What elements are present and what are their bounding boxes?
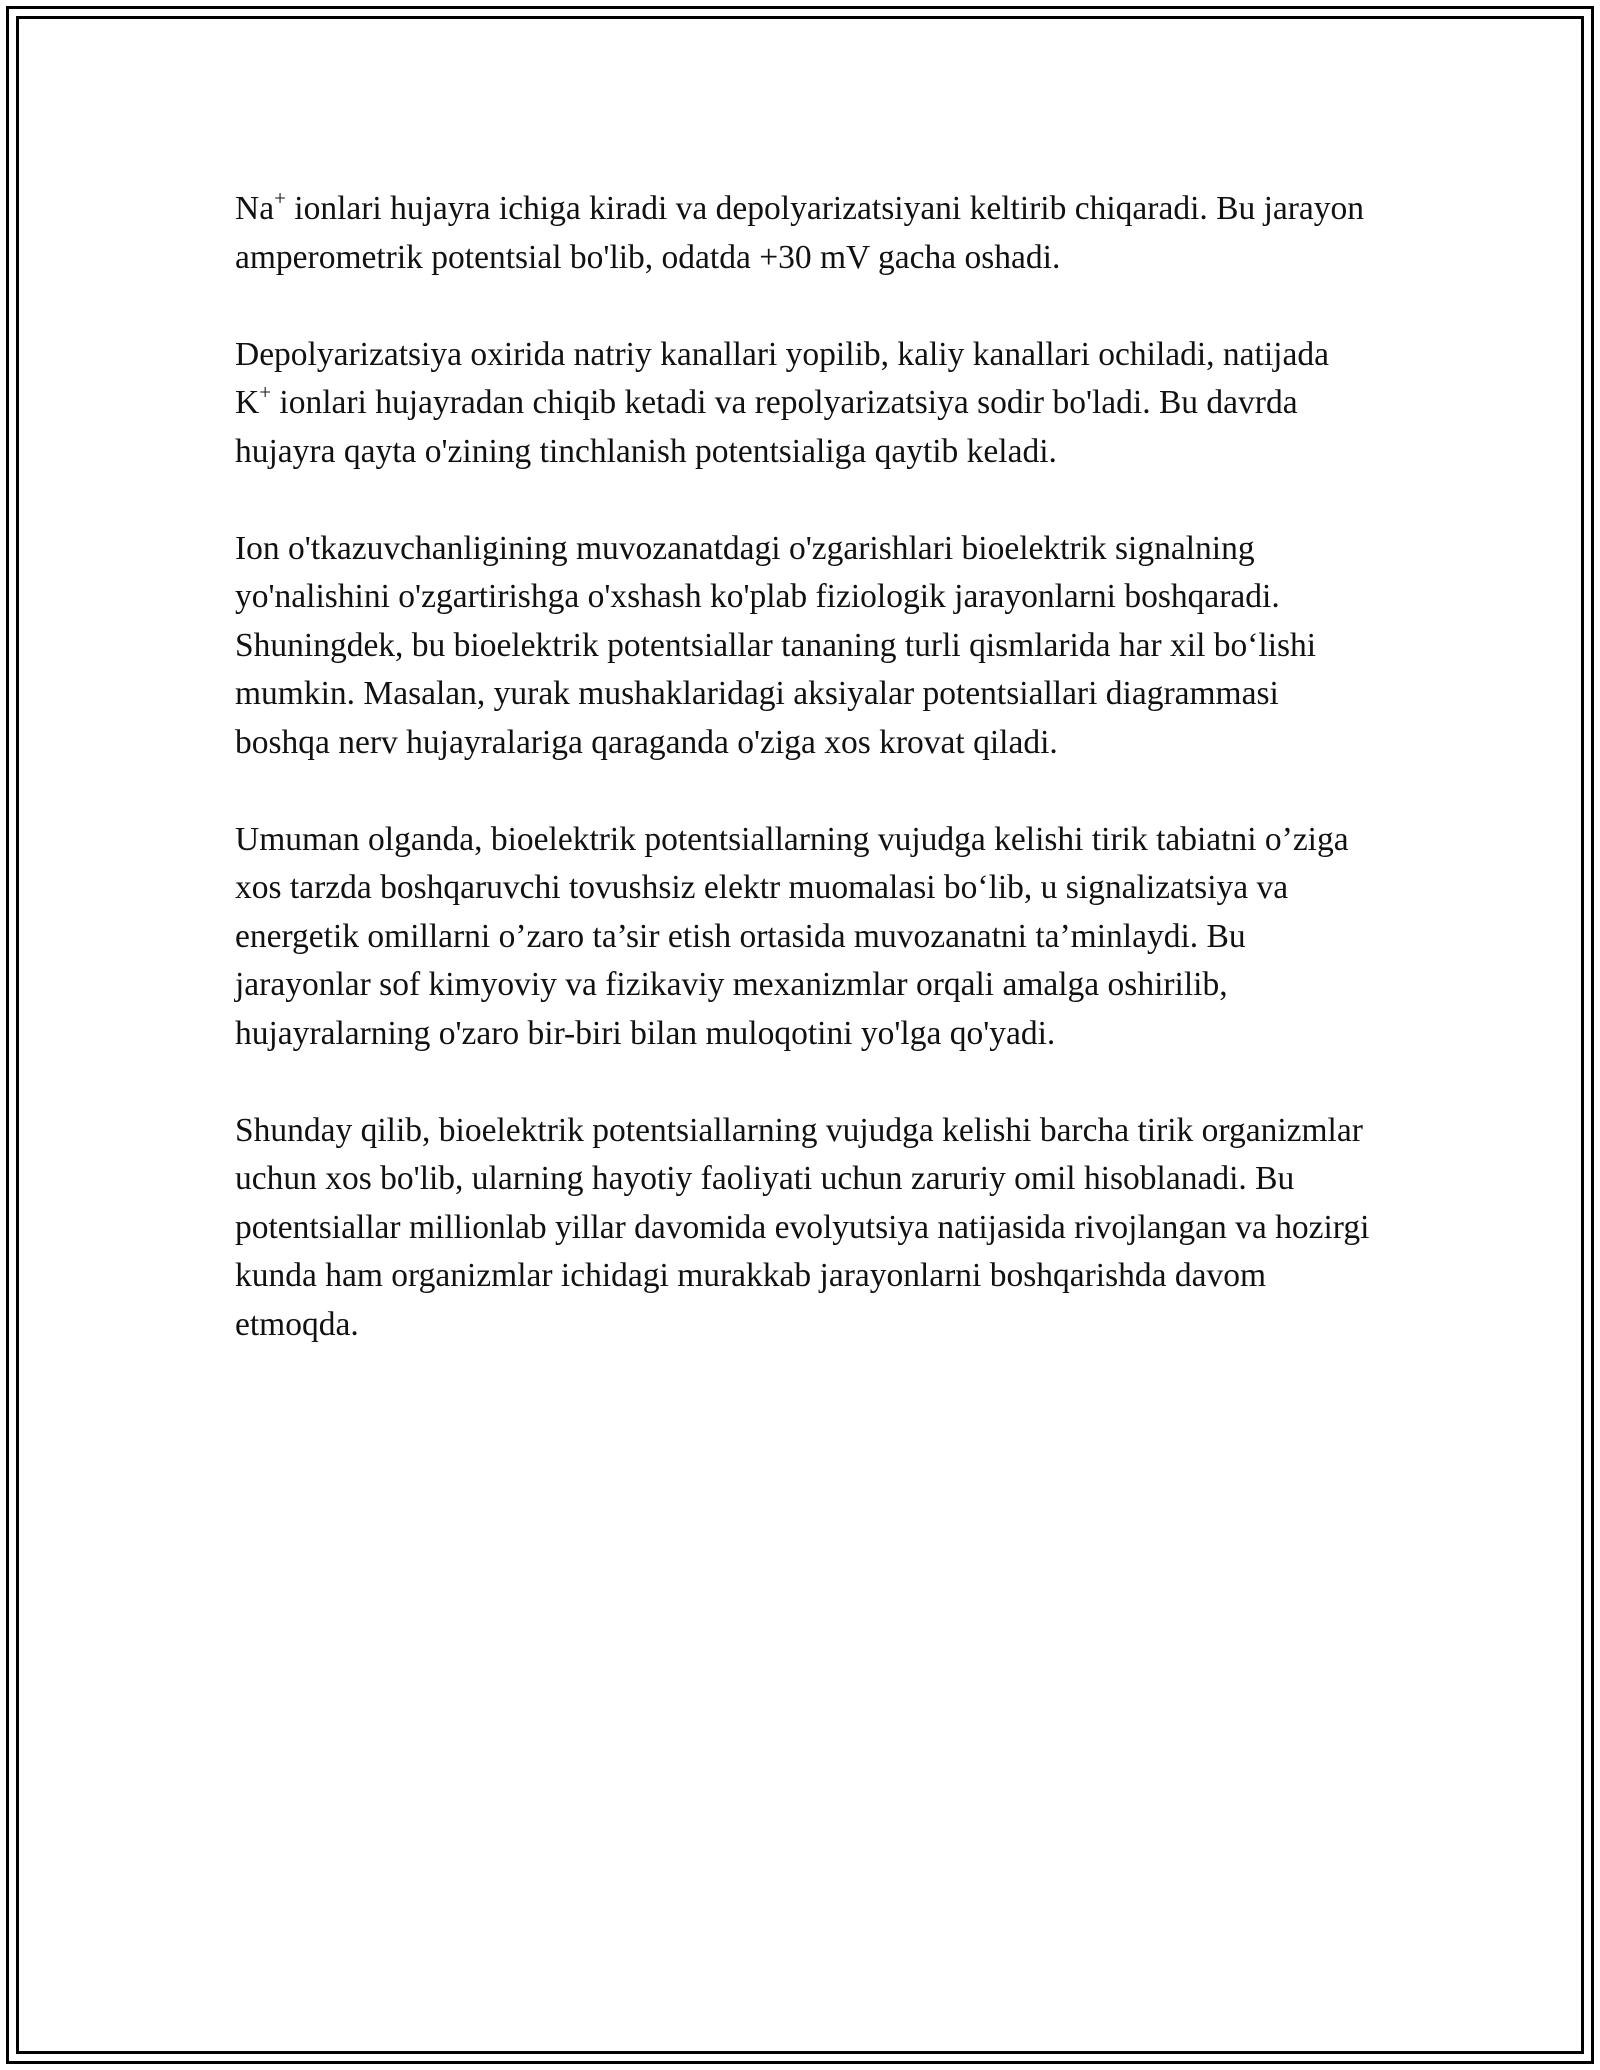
potassium-ion-superscript: + bbox=[259, 379, 272, 404]
paragraph-1-text-a: Na bbox=[235, 190, 275, 227]
paragraph-5 bbox=[235, 1107, 1370, 1350]
paragraph-4 bbox=[235, 816, 1370, 1059]
sodium-ion-superscript: + bbox=[274, 185, 286, 210]
paragraph-5-text: Shunday qilib, bioelektrik potentsiallarning vujudga kelishi barcha tirik organizmlar uchun xos bo'lib, ularning hayotiy faoliyati uchun zaruriy omil hisoblanadi. Bu potentsiallar millionlab yillar davomida evolyutsiya natijasida rivojlangan va hozirgi kunda ham organizmlar ichidagi murakkab jarayonlarni boshqarishda davom etmoqda. bbox=[235, 1111, 1370, 1343]
paragraph-4-text: Umuman olganda, bioelektrik potentsiallarning vujudga kelishi tirik tabiatni o’ziga xos tarzda boshqaruvchi tovushsiz elektr muomalasi bo‘lib, u signalizatsiya va energetik omillarni o’zaro ta’sir etish ortasida muvozanatni ta’minlaydi. Bu jarayonlar sof kimyoviy va fizikaviy mexanizmlar orqali amalga oshirilib, hujayralarning o'zaro bir-biri bilan muloqotini yo'lga qo'yadi. bbox=[235, 820, 1349, 1052]
paragraph-1 bbox=[235, 185, 1370, 282]
paragraph-2-text-a: Depolyarizatsiya oxirida natriy kanallari yopilib, kaliy kanallari ochiladi, natijada K bbox=[235, 335, 1329, 421]
paragraph-2 bbox=[235, 331, 1370, 477]
paragraph-2-text-b: ionlari hujayradan chiqib ketadi va repolyarizatsiya sodir bo'ladi. Bu davrda hujayra qayta o'zining tinchlanish potentsialiga qaytib keladi. bbox=[235, 384, 1298, 470]
document-body bbox=[235, 185, 1370, 1398]
paragraph-3 bbox=[235, 525, 1370, 768]
paragraph-3-text: Ion o'tkazuvchanligining muvozanatdagi o'zgarishlari bioelektrik signalning yo'nalishini o'zgartirishga o'xshash ko'plab fiziologik jarayonlarni boshqaradi. Shuningdek, bu bioelektrik potentsiallar tananing turli qismlarida har xil bo‘lishi mumkin. Masalan, yurak mushaklaridagi aksiyalar potentsiallari diagrammasi boshqa nerv hujayralariga qaraganda o'ziga xos krovat qiladi. bbox=[235, 529, 1317, 761]
paragraph-1-text-b: ionlari hujayra ichiga kiradi va depolyarizatsiyani keltirib chiqaradi. Bu jarayon amperometrik potentsial bo'lib, odatda +30 mV gacha oshadi. bbox=[235, 190, 1365, 276]
